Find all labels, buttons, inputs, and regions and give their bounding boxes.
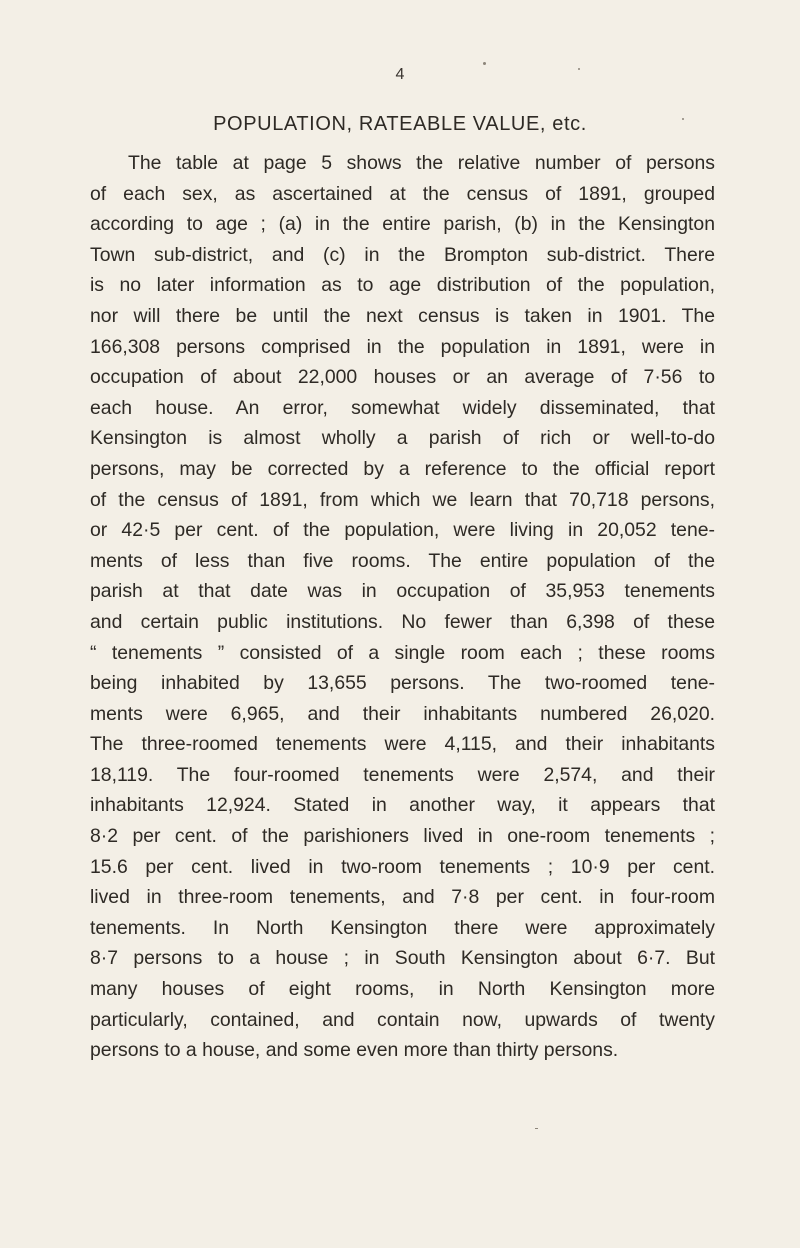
page-number: 4 <box>395 66 405 83</box>
paragraph-line: persons, may be corrected by a reference to the official report <box>90 457 715 480</box>
paragraph-line: according to age ; (a) in the entire parish, (b) in the Kensington <box>90 213 715 236</box>
paragraph-line: ments were 6,965, and their inhabitants numbered 26,020. <box>90 702 715 725</box>
paragraph-line: or 42·5 per cent. of the population, were living in 20,052 tene- <box>90 519 715 542</box>
paragraph-line: each house. An error, somewhat widely disseminated, that <box>90 396 715 419</box>
paragraph-line: Town sub-district, and (c) in the Brompton sub-district. There <box>90 243 715 266</box>
paragraph-line: 166,308 persons comprised in the population in 1891, were in <box>90 335 715 358</box>
paragraph-line: and certain public institutions. No fewer than 6,398 of these <box>90 610 715 633</box>
paragraph-line: particularly, contained, and contain now, upwards of twenty <box>90 1008 715 1031</box>
paragraph-line: 8·7 persons to a house ; in South Kensington about 6·7. But <box>90 947 715 970</box>
paragraph-line: “ tenements ” consisted of a single room each ; these rooms <box>90 641 715 664</box>
paper-speck <box>535 1128 538 1129</box>
paragraph-line: 8·2 per cent. of the parishioners lived in one-room tenements ; <box>90 825 715 848</box>
paper-speck <box>682 118 684 120</box>
paragraph-line: many houses of eight rooms, in North Kensington more <box>90 978 715 1001</box>
page-title: POPULATION, RATEABLE VALUE, etc. <box>213 113 587 135</box>
body-paragraph <box>90 148 715 1066</box>
paragraph-line: inhabitants 12,924. Stated in another way, it appears that <box>90 794 715 817</box>
paragraph-line: 18,119. The four-roomed tenements were 2,574, and their <box>90 763 715 786</box>
paragraph-line: of the census of 1891, from which we learn that 70,718 persons, <box>90 488 715 511</box>
paragraph-line: ments of less than five rooms. The entire population of the <box>90 549 715 572</box>
paragraph-line: The table at page 5 shows the relative number of persons <box>128 152 715 174</box>
paragraph-line: nor will there be until the next census is taken in 1901. The <box>90 304 715 327</box>
paragraph-line: of each sex, as ascertained at the census of 1891, grouped <box>90 182 715 205</box>
paragraph-line: lived in three-room tenements, and 7·8 per cent. in four-room <box>90 886 715 909</box>
paragraph-line: tenements. In North Kensington there were approximately <box>90 916 715 939</box>
paragraph-line: persons to a house, and some even more than thirty persons. <box>90 1039 619 1062</box>
paragraph-line: 15.6 per cent. lived in two-room tenements ; 10·9 per cent. <box>90 855 715 878</box>
paragraph-line: occupation of about 22,000 houses or an average of 7·56 to <box>90 366 715 389</box>
paragraph-line: is no later information as to age distribution of the population, <box>90 274 715 297</box>
paper-speck <box>483 62 486 65</box>
paragraph-line: Kensington is almost wholly a parish of rich or well-to-do <box>90 427 715 450</box>
paragraph-line: being inhabited by 13,655 persons. The two-roomed tene- <box>90 672 715 695</box>
paper-speck <box>578 68 580 70</box>
paragraph-line: parish at that date was in occupation of 35,953 tenements <box>90 580 715 603</box>
paragraph-line: The three-roomed tenements were 4,115, and their inhabitants <box>90 733 715 756</box>
